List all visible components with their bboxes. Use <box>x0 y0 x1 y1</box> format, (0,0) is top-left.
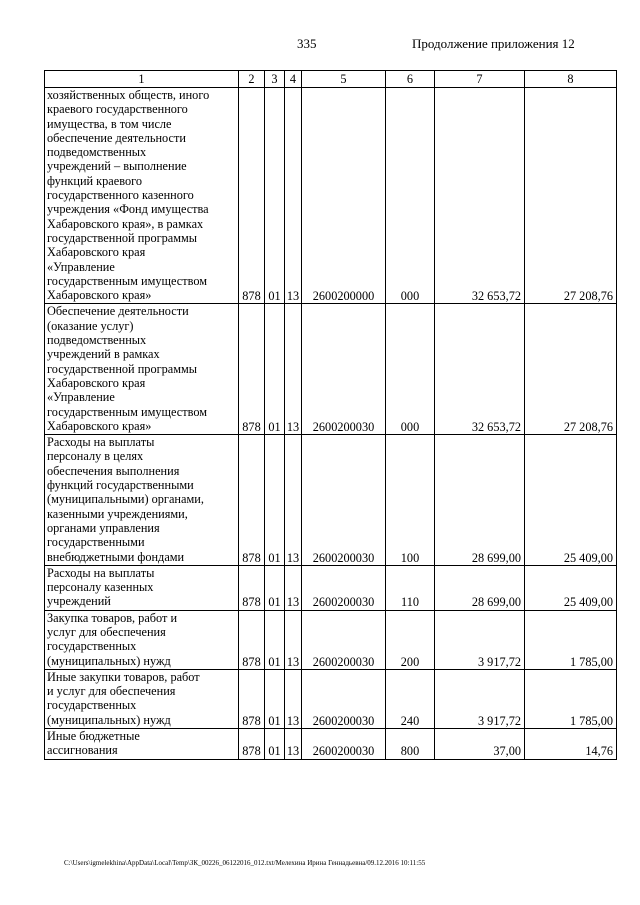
section-code-cell: 01 <box>265 565 285 610</box>
expense-name-line: казенными учреждениями, <box>47 506 188 521</box>
expense-name-line: (оказание услуг) <box>47 318 134 333</box>
amount-col8-cell: 1 785,00 <box>525 669 617 728</box>
appendix-continuation-label: Продолжение приложения 12 <box>412 36 575 51</box>
expense-name-line: подведомственных <box>47 333 147 348</box>
page-number: 335 <box>297 36 317 51</box>
column-number: 4 <box>285 71 302 88</box>
expense-name-line: государственными <box>47 535 145 550</box>
column-number: 8 <box>525 71 617 88</box>
table-row <box>45 669 617 728</box>
expense-type-cell: 000 <box>386 304 435 435</box>
section-code-cell: 01 <box>265 729 285 760</box>
expense-name-line: учреждений <box>47 594 111 609</box>
subsection-code-cell: 13 <box>285 435 302 566</box>
target-article-cell: 2600200030 <box>302 565 386 610</box>
expense-type-cell: 240 <box>386 669 435 728</box>
ministry-code-cell: 878 <box>239 729 265 760</box>
expense-name-line: хозяйственных обществ, иного <box>47 88 210 102</box>
expense-name-line: Хабаровского края <box>47 245 146 260</box>
column-number: 5 <box>302 71 386 88</box>
amount-col8-cell: 27 208,76 <box>525 304 617 435</box>
amount-col7-cell: 28 699,00 <box>435 565 525 610</box>
expense-name-line: внебюджетными фондами <box>47 549 185 564</box>
column-number: 1 <box>45 71 239 88</box>
column-number: 2 <box>239 71 265 88</box>
expense-name-line: Хабаровского края», в рамках <box>47 216 204 231</box>
expense-name-line: государственной программы <box>47 361 198 376</box>
ministry-code-cell: 878 <box>239 435 265 566</box>
amount-col7-cell: 32 653,72 <box>435 88 525 304</box>
expense-name-line: учреждений – выполнение <box>47 159 187 174</box>
target-article-cell: 2600200030 <box>302 610 386 669</box>
amount-col7-cell: 3 917,72 <box>435 610 525 669</box>
ministry-code-cell: 878 <box>239 565 265 610</box>
subsection-code-cell: 13 <box>285 304 302 435</box>
target-article-cell: 2600200030 <box>302 304 386 435</box>
amount-col7-cell: 3 917,72 <box>435 669 525 728</box>
column-number: 7 <box>435 71 525 88</box>
section-code-cell: 01 <box>265 88 285 304</box>
expense-name-cell <box>45 304 239 435</box>
expense-name-line: обеспечение деятельности <box>47 130 186 145</box>
section-code-cell: 01 <box>265 304 285 435</box>
expense-type-cell: 800 <box>386 729 435 760</box>
expense-name-line: государственных <box>47 698 137 713</box>
expense-name-line: государственного казенного <box>47 188 194 203</box>
expense-name-line: Иные бюджетные <box>47 729 140 744</box>
expense-name-line: учреждений в рамках <box>47 347 160 362</box>
footer-file-path: C:\Users\igmelekhina\AppData\Local\Temp\ЗК_00226_06122016_012.txt/Мелехина Ирина Геннадьевна/09.12.2016 10:11:55 <box>64 859 426 867</box>
section-code-cell: 01 <box>265 610 285 669</box>
budget-table <box>44 70 617 760</box>
expense-type-cell: 110 <box>386 565 435 610</box>
subsection-code-cell: 13 <box>285 610 302 669</box>
expense-name-line: (муниципальных) нужд <box>47 712 171 727</box>
target-article-cell: 2600200030 <box>302 669 386 728</box>
expense-name-line: обеспечения выполнения <box>47 463 180 478</box>
expense-name-line: Хабаровского края» <box>47 288 152 303</box>
expense-name-line: Хабаровского края <box>47 375 146 390</box>
amount-col8-cell: 14,76 <box>525 729 617 760</box>
expense-name-cell <box>45 610 239 669</box>
subsection-code-cell: 13 <box>285 565 302 610</box>
subsection-code-cell: 13 <box>285 88 302 304</box>
expense-name-cell <box>45 565 239 610</box>
expense-name-line: услуг для обеспечения <box>47 624 166 639</box>
section-code-cell: 01 <box>265 435 285 566</box>
amount-col7-cell: 32 653,72 <box>435 304 525 435</box>
amount-col8-cell: 1 785,00 <box>525 610 617 669</box>
column-number-row <box>45 71 617 88</box>
expense-name-line: органами управления <box>47 520 160 535</box>
expense-name-line: учреждения «Фонд имущества <box>47 202 209 217</box>
ministry-code-cell: 878 <box>239 88 265 304</box>
expense-name-line: персоналу казенных <box>47 580 154 595</box>
expense-name-line: (муниципальных) нужд <box>47 653 171 668</box>
amount-col8-cell: 25 409,00 <box>525 435 617 566</box>
table-row <box>45 565 617 610</box>
expense-name-line: «Управление <box>47 390 115 405</box>
target-article-cell: 2600200030 <box>302 435 386 566</box>
amount-col7-cell: 28 699,00 <box>435 435 525 566</box>
expense-name-line: подведомственных <box>47 145 147 160</box>
amount-col8-cell: 25 409,00 <box>525 565 617 610</box>
column-number: 6 <box>386 71 435 88</box>
ministry-code-cell: 878 <box>239 304 265 435</box>
table-row <box>45 610 617 669</box>
ministry-code-cell: 878 <box>239 669 265 728</box>
expense-name-line: «Управление <box>47 259 115 274</box>
expense-name-line: и услуг для обеспечения <box>47 684 176 699</box>
expense-name-cell <box>45 435 239 566</box>
target-article-cell: 2600200030 <box>302 729 386 760</box>
expense-name-cell <box>45 729 239 760</box>
table-row <box>45 729 617 760</box>
expense-type-cell: 100 <box>386 435 435 566</box>
expense-name-cell <box>45 669 239 728</box>
section-code-cell: 01 <box>265 669 285 728</box>
subsection-code-cell: 13 <box>285 669 302 728</box>
amount-col7-cell: 37,00 <box>435 729 525 760</box>
expense-name-line: государственной программы <box>47 230 198 245</box>
amount-col8-cell: 27 208,76 <box>525 88 617 304</box>
table-row <box>45 88 617 304</box>
expense-name-line: государственных <box>47 639 137 654</box>
expense-name-line: функций государственными <box>47 478 194 493</box>
expense-name-line: имущества, в том числе <box>47 116 172 131</box>
expense-name-line: краевого государственного <box>47 102 188 117</box>
expense-name-line: государственным имуществом <box>47 273 208 288</box>
expense-type-cell: 200 <box>386 610 435 669</box>
expense-name-line: ассигнования <box>47 743 118 758</box>
expense-name-line: Обеспечение деятельности <box>47 304 189 319</box>
subsection-code-cell: 13 <box>285 729 302 760</box>
table-row <box>45 435 617 566</box>
expense-name-line: Иные закупки товаров, работ <box>47 669 200 684</box>
expense-name-line: Закупка товаров, работ и <box>47 610 178 625</box>
expense-name-line: Расходы на выплаты <box>47 435 155 450</box>
expense-name-line: Расходы на выплаты <box>47 565 155 580</box>
expense-type-cell: 000 <box>386 88 435 304</box>
expense-name-line: функций краевого <box>47 173 142 188</box>
expense-name-line: (муниципальными) органами, <box>47 492 204 507</box>
ministry-code-cell: 878 <box>239 610 265 669</box>
column-number: 3 <box>265 71 285 88</box>
expense-name-line: государственным имуществом <box>47 404 208 419</box>
table-row <box>45 304 617 435</box>
expense-name-cell <box>45 88 239 304</box>
expense-name-line: Хабаровского края» <box>47 418 152 433</box>
expense-name-line: персоналу в целях <box>47 449 144 464</box>
target-article-cell: 2600200000 <box>302 88 386 304</box>
